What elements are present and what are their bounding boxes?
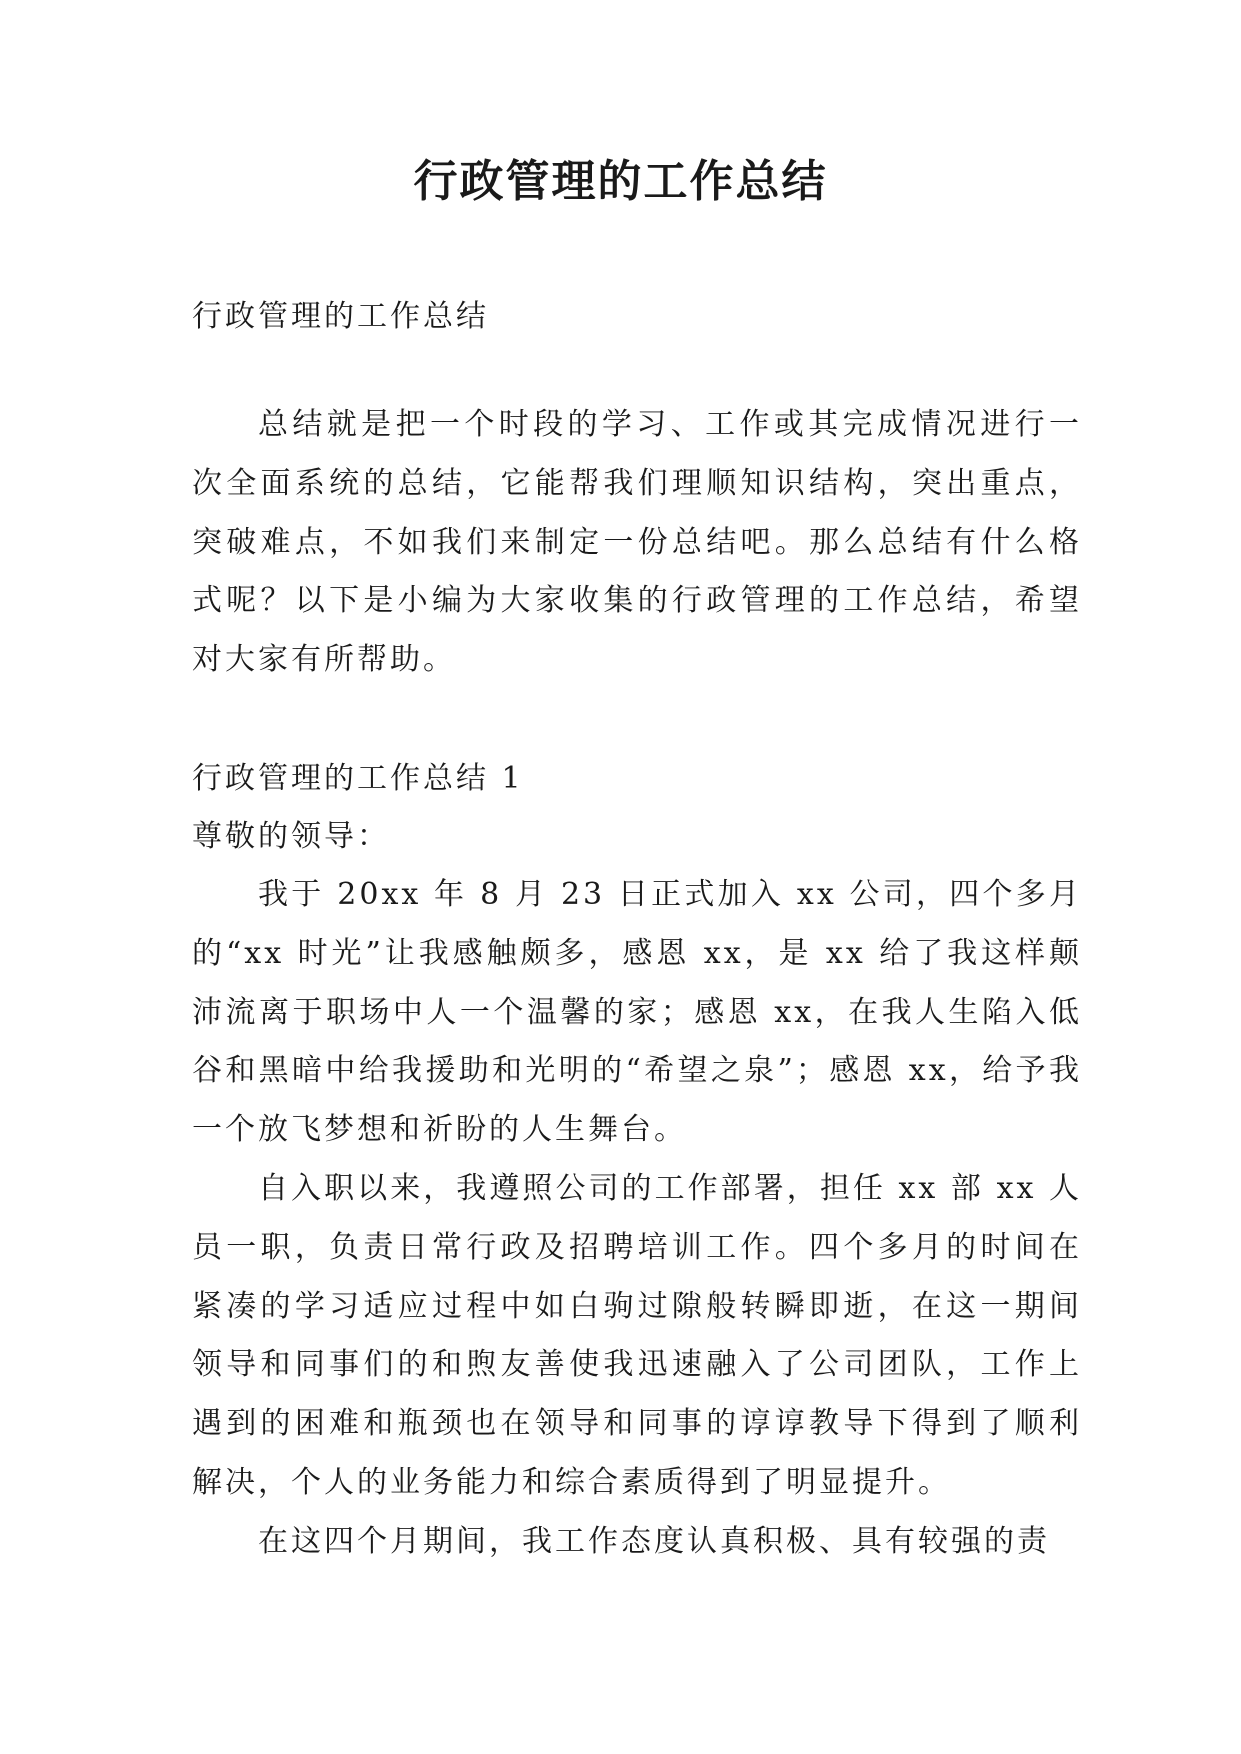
body-paragraph-2: 自入职以来，我遵照公司的工作部署，担任 xx 部 xx 人员一职，负责日常行政及招聘培训工作。四个多月的时间在紧凑的学习适应过程中如白驹过隙般转瞬即逝，在这一期间领导和同事们的和煦友善使我迅速融入了公司团队，工作上遇到的困难和瓶颈也在领导和同事的谆谆教导下得到了顺利解决，个人的业务能力和综合素质得到了明显提升。 [192, 1170, 1082, 1500]
document-title: 行政管理的工作总结 [413, 156, 828, 207]
body-paragraph-3: 在这四个月期间，我工作态度认真积极、具有较强的责 [258, 1523, 1050, 1559]
document-subtitle: 行政管理的工作总结 [192, 299, 489, 334]
intro-paragraph: 总结就是把一个时段的学习、工作或其完成情况进行一次全面系统的总结，它能帮我们理顺知识结构，突出重点，突破难点，不如我们来制定一份总结吧。那么总结有什么格式呢？以下是小编为大家收集的行政管理的工作总结，希望对大家有所帮助。 [192, 407, 1082, 678]
document-body [192, 288, 1082, 1572]
section-heading: 行政管理的工作总结 1 [192, 760, 524, 796]
body-paragraph-1: 我于 20xx 年 8 月 23 日正式加入 xx 公司，四个多月的“xx 时光”让我感触颇多，感恩 xx，是 xx 给了我这样颠沛流离于职场中人一个温馨的家；感恩 xx，在我人生陷入低谷和黑暗中给我援助和光明的“希望之泉”；感恩 xx，给予我一个放飞梦想和祈盼的人生舞台。 [192, 876, 1082, 1148]
salutation: 尊敬的领导： [192, 818, 390, 854]
